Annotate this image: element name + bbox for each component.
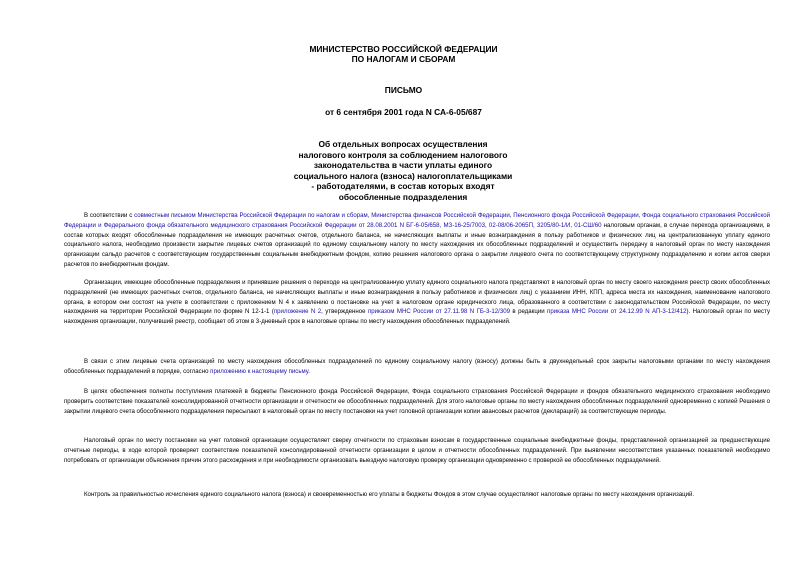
document-title xyxy=(273,139,533,202)
paragraph-text: В соответствии с xyxy=(84,212,135,219)
paragraph-text: Контроль за правильностью исчисления единого социального налога (взноса) и своевременностью его уплаты в бюджеты Фондов в этом случае осуществляют налоговые органы по месту нахождения организаций. xyxy=(84,491,695,498)
appendix-2-link[interactable]: приложение N 2 xyxy=(273,308,322,316)
appendix-link[interactable]: приложению к настоящему письму xyxy=(210,367,309,375)
title-line: Об отдельных вопросах осуществления xyxy=(318,139,488,149)
joint-letter-link[interactable]: совместным письмом Министерства Российской Федерации по налогам и сборам, Министерства финансов Российской Федерации, Пенсионного фонда Российской Федерации, Фонда социального страхования Российской Федерации и Федерального фонда обязательного медицинского страхования Российской Федерации от 28.08.2001 N БГ-6-05/658, МЗ-16-25/7003, 02-08/06-2065П, 3205/80-1/И, 01-СШ/60 xyxy=(64,212,771,229)
title-line: законодательства в части уплаты единого xyxy=(313,160,493,170)
paragraph-text: налоговым органам, в случае перехода организациями, в состав которых входят обособленные подразделения не имеющих расчетных счетов, отдельного баланса, не начисляющих выплаты и иные вознаграждения в пользу работников и физических лиц на централизованную уплату единого социального налога, необходимо произвести закрытие лицевых счетов организаций по единому социальному налогу по месту нахождения их обособленных подразделений и осуществить передачу в налоговый орган по месту нахождения организации сальдо расчетов с соответствующим государственным социальным внебюджетным фондом, копию решения налогового органа о закрытии лицевого счета по соответствующему структурному подразделению и копии актов сверки расчетов по внебюджетным фондам. xyxy=(64,221,770,268)
order-309-link[interactable]: приказом МНС России от 27.11.98 N ГБ-3-12/309 xyxy=(367,308,511,316)
paragraph-text: в редакции xyxy=(510,308,548,316)
title-line: социального налога (взноса) налогоплательщиками xyxy=(293,170,513,181)
ministry-header xyxy=(0,44,807,64)
paragraph-4 xyxy=(64,387,770,416)
paragraph-text: Организации, имеющие обособленные подразделения и принявшие решения о переходе на централизованную уплату единого социального налога представляют в налоговый орган по месту своего нахождения реестр своих обособленных подразделений (не имеющих расчетных счетов, отдельного баланса, не начисляющих выплаты и иные вознаграждения в пользу работников и физических лиц) с указанием ИНН, КПП, адреса места их нахождения, наименование налогового органа, в котором они состоят на учете в соответствии с приложением N 4 к заявлению о постановке на учет в налоговом органе юридического лица, образованного в соответствии с законодательством Российской Федерации, по месту нахождения на территории Российской Федерации по форме N 12-1-1 ( xyxy=(64,279,770,316)
paragraph-text: . xyxy=(308,367,310,375)
order-412-link[interactable]: приказа МНС России от 24.12.99 N АП-3-12/412 xyxy=(547,308,687,316)
title-line: - работодателями, в состав которых входят xyxy=(311,181,495,191)
paragraph-text: Налоговый орган по месту постановки на учет головной организации осуществляет сверку отчетности по страховым взносам в государственные социальные внебюджетные фонды, представленной организацией за предшествующие отчетные периоды, в ходе которой проверяет соответствие показателей консолидированной отчетности организации в целом и отчетности обособленных подразделений. При выявлении несоответствия указанных показателей необходимо потребовать от организации объяснения причин этого расхождения и при необходимости организовать выездную налоговую проверку организации одновременно с проверкой ее обособленных подразделений. xyxy=(64,437,770,464)
title-line: обособленные подразделения xyxy=(338,191,468,202)
paragraph-6 xyxy=(64,490,770,500)
paragraph-text: В целях обеспечения полноты поступления платежей в бюджеты Пенсионного фонда Российской Федерации, Фонда социального страхования Российской Федерации и фондов обязательного медицинского страхования необходимо проверить соответствие показателей консолидированной отчетности организации и отчетности ее обособленных подразделений. Для этого налоговые органы по месту нахождения обособленных подразделений одновременно с копией Решения о закрытии лицевого счета обособленного подразделения пересылают в налоговый орган по месту постановки на учет головной организации копии авансовых расчетов (деклараций) за соответствующие периоды. xyxy=(64,388,770,415)
paragraph-text: ). Налоговый орган по месту нахождения организации, получивший реестр, сообщает об этом в 3-дневный срок в налоговые органы по месту нахождения обособленных подразделений. xyxy=(64,308,771,326)
paragraph-1 xyxy=(64,211,770,270)
ministry-line-2: ПО НАЛОГАМ И СБОРАМ xyxy=(351,54,456,64)
ministry-line-1: МИНИСТЕРСТВО РОССИЙСКОЙ ФЕДЕРАЦИИ xyxy=(309,44,498,54)
document-type: ПИСЬМО xyxy=(384,85,423,95)
paragraph-text: В связи с этим лицевые счета организаций по месту нахождения обособленных подразделений по единому социальному налогу (взносу) должны быть в двухнедельный срок закрыты налоговыми органами по месту нахождения обособленных подразделений в порядке, согласно xyxy=(64,358,770,375)
paragraph-text: , утвержденное xyxy=(321,308,368,316)
paragraph-3 xyxy=(64,357,770,377)
paragraph-5 xyxy=(64,436,770,465)
title-line: налогового контроля за соблюдением налогового xyxy=(298,149,508,160)
paragraph-2 xyxy=(64,278,770,327)
document-date: от 6 сентября 2001 года N СА-6-05/687 xyxy=(325,107,482,117)
